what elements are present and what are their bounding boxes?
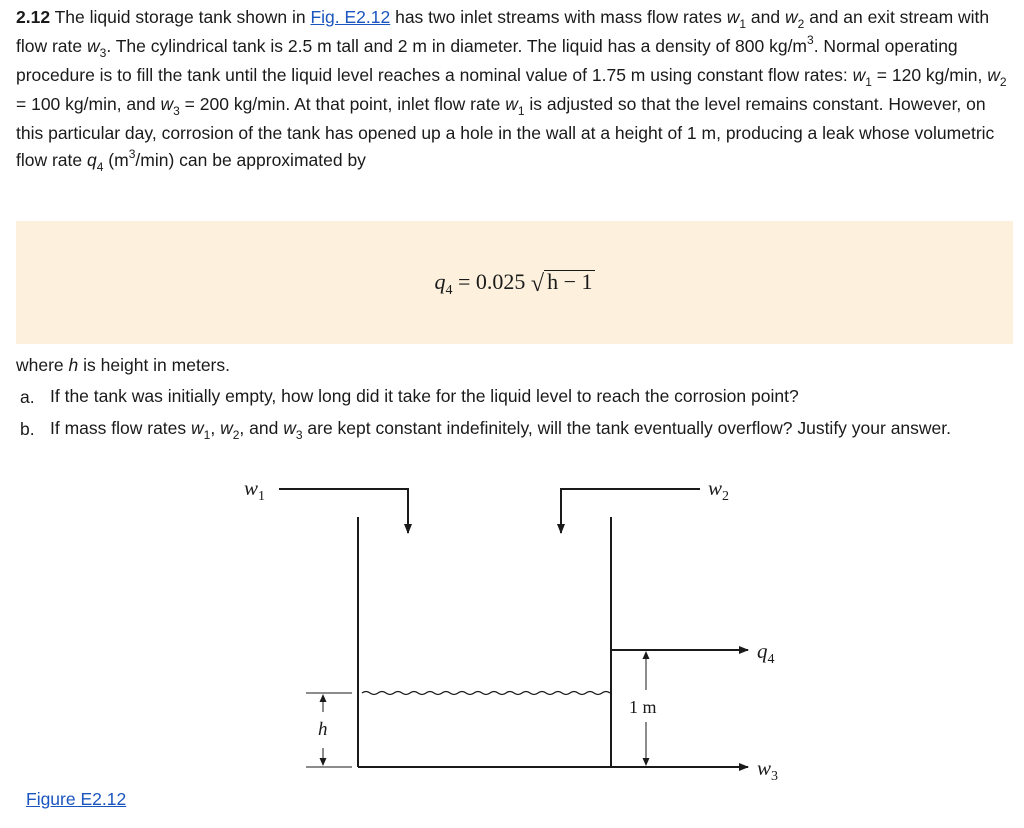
label-w1: $w_1$	[244, 476, 266, 504]
radicand: h − 1	[544, 270, 594, 293]
inlet-w2-pipe	[561, 489, 700, 533]
inlet-w1-pipe	[279, 489, 408, 533]
question-a: a. If the tank was initially empty, how long did it take for the liquid level to reach the corrosion point?	[20, 386, 799, 407]
figure-caption-link[interactable]: Figure E2.12	[26, 789, 127, 809]
label-w2: $w_2$	[708, 476, 730, 504]
leak-equation: $q_4 = 0.025$ √ h − 1	[434, 269, 593, 298]
figure-link[interactable]: Fig. E2.12	[310, 7, 391, 27]
problem-number: 2.12	[16, 7, 51, 27]
problem-statement: 2.12 The liquid storage tank shown in Fig. E2.12 has two inlet streams with mass flow rates $w_1$ and $w_2$ and an exit stream with flow rate $w_3$. The cylindrical tank is 2.5 m tall and 2 m in diameter. The liquid has a density of 800 $kg/m^3$. Normal operating procedure is to fill the tank until the liquid level reaches a nominal value of 1.75 m using constant flow rates: $w_1 = 120$ kg/min, $w_2 = 100$ kg/min, and $w_3 = 200$ kg/min. At that point, inlet flow rate $w_1$ is adjusted so that the level remains constant. However, on this particular day, corrosion of the tank has opened up a hole in the wall at a height of 1 m, producing a leak whose volumetric flow rate $q_4$ $(m^3/\min)$ can be approximated by	[16, 7, 1007, 174]
label-h: h	[318, 719, 328, 740]
label-q4: $q_4$	[757, 639, 775, 667]
radical-sign: √	[530, 271, 545, 297]
question-b: b. If mass flow rates $w_1$, $w_2$, and $w_3$ are kept constant indefinitely, will the tank eventually overflow? Justify your answer.	[20, 418, 952, 442]
label-one-m: 1 m	[629, 697, 657, 717]
label-w3: $w_3$	[757, 756, 779, 784]
liquid-surface	[362, 692, 610, 695]
where-line: where h is height in meters.	[16, 355, 230, 375]
